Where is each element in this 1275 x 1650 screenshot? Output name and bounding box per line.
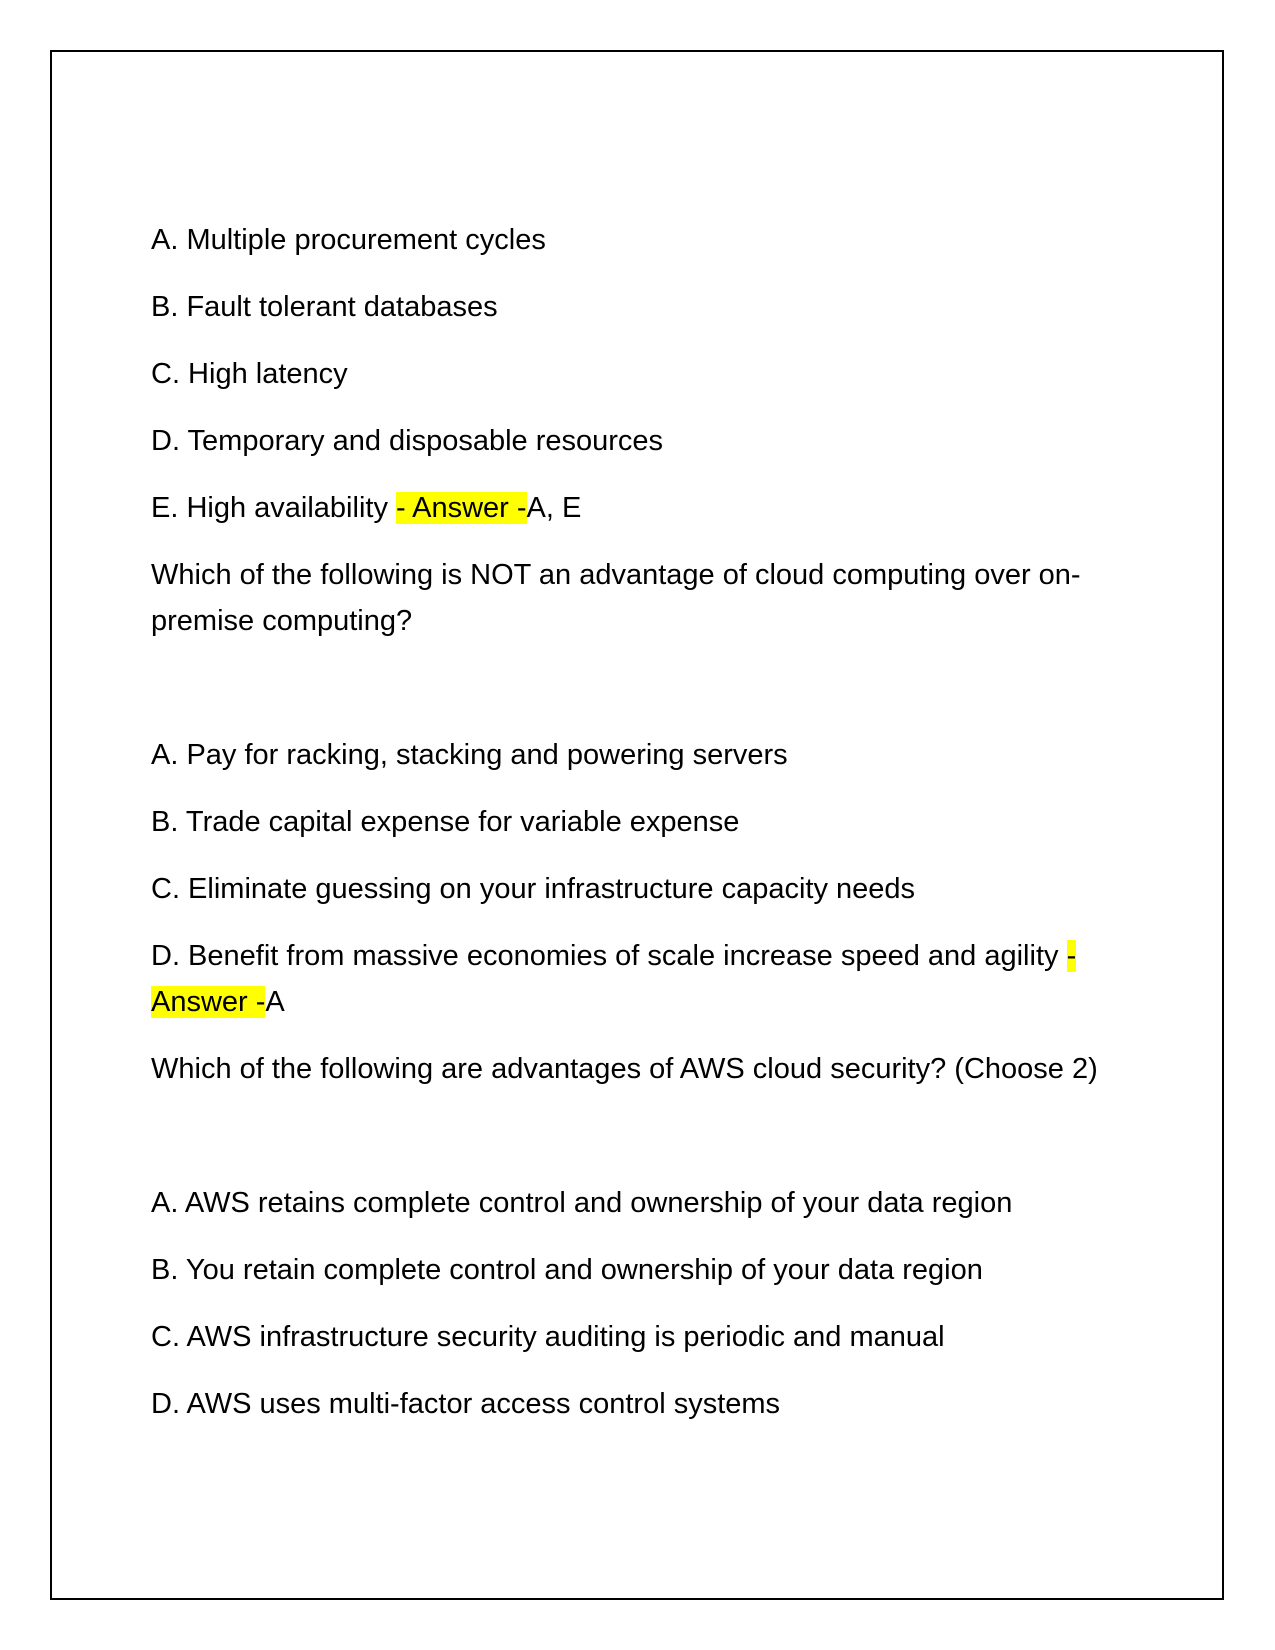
q2-option-d [151, 933, 1121, 1025]
q1-option-a: A. Multiple procurement cycles [151, 224, 546, 256]
q1-option-e [151, 485, 1121, 531]
q3-option-c: C. AWS infrastructure security auditing is periodic and manual [151, 1321, 945, 1353]
q2-answer-value: A [265, 986, 285, 1018]
q2-option-a: A. Pay for racking, stacking and powering servers [151, 739, 788, 771]
spacer [151, 665, 1121, 732]
q3-option-d: D. AWS uses multi-factor access control systems [151, 1388, 781, 1420]
q3-option-b: B. You retain complete control and ownership of your data region [151, 1254, 983, 1286]
q1-option-c: C. High latency [151, 358, 348, 390]
q1-option-b: B. Fault tolerant databases [151, 291, 498, 323]
q2-question: Which of the following is NOT an advantage of cloud computing over on-premise computing? [151, 559, 1081, 637]
q1-option-e-text: E. High availability [151, 492, 396, 524]
document-content [151, 217, 1121, 1448]
q1-answer-value: A, E [526, 492, 582, 524]
q1-option-d: D. Temporary and disposable resources [151, 425, 664, 457]
q2-option-d-text: D. Benefit from massive economies of scale increase speed and agility [151, 940, 1067, 972]
q2-answer-label: - Answer - [151, 940, 1077, 1018]
q2-option-c: C. Eliminate guessing on your infrastructure capacity needs [151, 873, 916, 905]
q3-option-a: A. AWS retains complete control and ownership of your data region [151, 1187, 1013, 1219]
q3-question: Which of the following are advantages of AWS cloud security? (Choose 2) [151, 1053, 1098, 1085]
q2-option-b: B. Trade capital expense for variable expense [151, 806, 740, 838]
spacer [151, 1113, 1121, 1180]
q1-answer-label: - Answer - [396, 492, 527, 524]
